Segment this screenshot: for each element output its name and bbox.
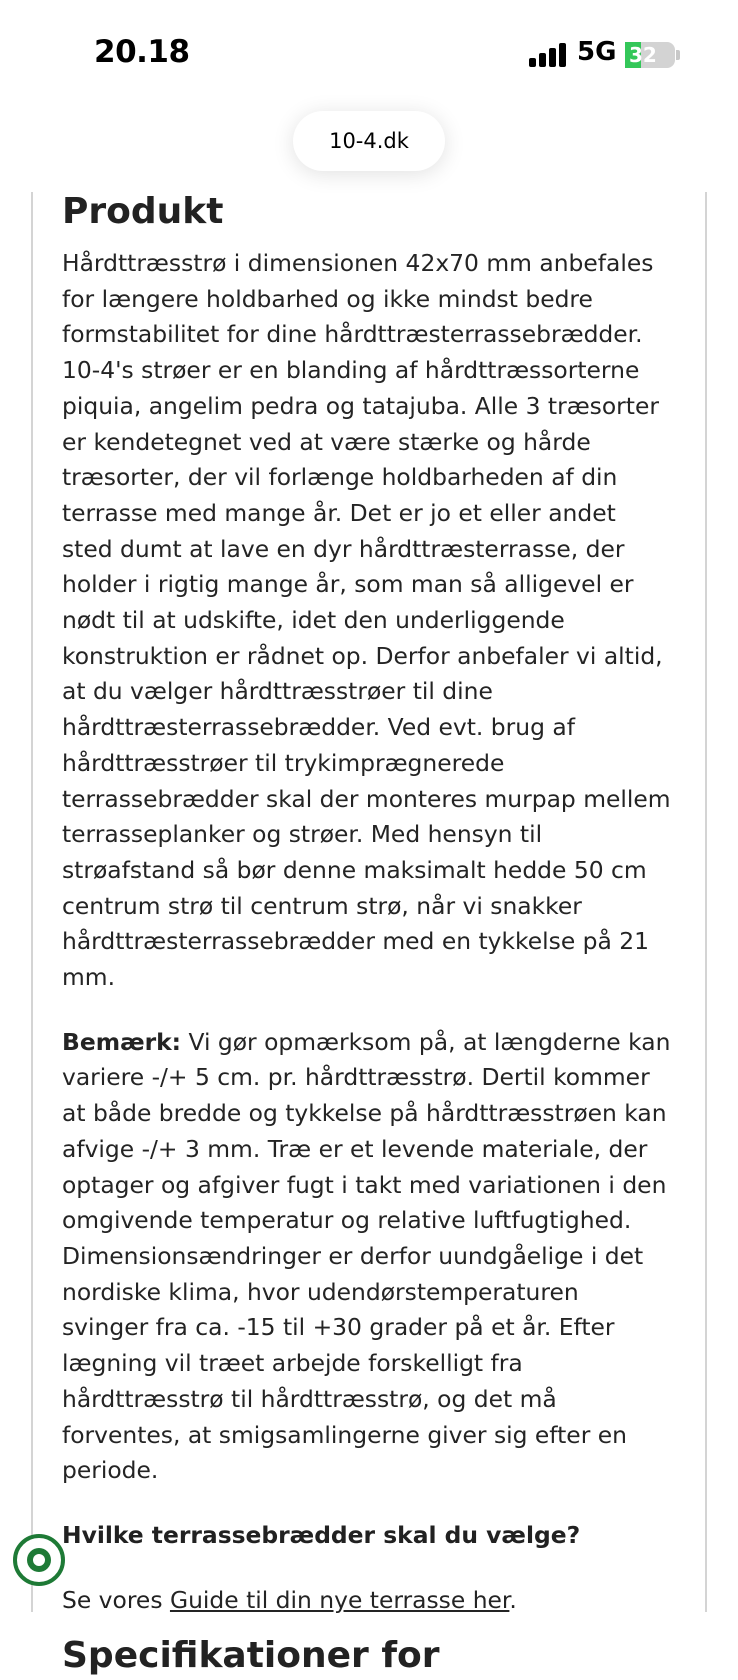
question-heading: Hvilke terrassebrædder skal du vælge? [62,1520,581,1549]
description-paragraph: Hårdttræsstrø i dimensionen 42x70 mm anbefales for længere holdbarhed og ikke mindst bedre formstabilitet for dine hårdttræsterrassebrædder. 10-4's strøer er en blanding af hårdttræssorterne piquia, angelim pedra og tatajuba. Alle 3 træsorter er kendetegnet ved at være stærke og hårde træsorter, der vil forlænge holdbarheden af din terrasse med mange år. Det er jo et eller andet sted dumt at lave en dyr hårdttræsterrasse, der holder i rigtig mange år, som man så alligevel er nødt til at udskifte, idet den underliggende konstruktion er rådnet op. Derfor anbefaler vi altid, at du vælger hårdttræsstrøer til dine hårdttræsterrassebrædder. Ved evt. brug af hårdttræsstrøer til trykimprægnerede terrassebrædder skal der monteres murpap mellem terrasseplanker og strøer. Med hensyn til strøafstand så bør denne maksimalt hedde 50 cm centrum strø til centrum strø, når vi snakker hårdttræsterrassebrædder med en tykkelse på 21 mm. [62,249,671,992]
recycle-widget-icon[interactable] [13,1534,65,1586]
guide-prefix: Se vores [62,1585,170,1614]
guide-suffix: . [509,1585,517,1614]
status-bar [0,0,738,100]
status-time: 20.18 [94,34,190,70]
address-bar[interactable] [293,111,445,171]
note-label: Bemærk: [62,1027,182,1056]
guide-link[interactable]: Guide til din nye terrasse her [169,1585,510,1614]
specifications-heading: Specifikationer for [62,1635,440,1677]
cellular-signal-icon [529,43,567,67]
battery-icon [625,42,675,68]
section-title: Produkt [62,191,224,232]
battery-level: 32 [629,43,657,67]
battery-cap [676,50,680,60]
url-text: 10-4.dk [329,129,409,153]
note-paragraph [62,1025,672,1489]
note-text: Vi gør opmærksom på, at længderne kan variere -/+ 5 cm. pr. hårdttræsstrø. Dertil kommer at både bredde og tykkelse på hårdttræsstrøen kan afvige -/+ 3 mm. Træ er et levende materiale, der optager og afgiver fugt i takt med variationen i den omgivende temperatur og relative luftfugtighed. Dimensionsændringer er derfor uundgåelige i det nordiske klima, hvor udendørstemperaturen svinger fra ca. -15 til +30 grader på et år. Efter lægning vil træet arbejde forskelligt fra hårdttræsstrø til hårdttræsstrø, og det må forventes, at smigsamlingerne giver sig efter en periode. [62,1027,671,1485]
product-description [62,188,672,1680]
guide-line [62,1583,672,1619]
widget-center [27,1548,51,1572]
network-type: 5G [577,37,617,67]
